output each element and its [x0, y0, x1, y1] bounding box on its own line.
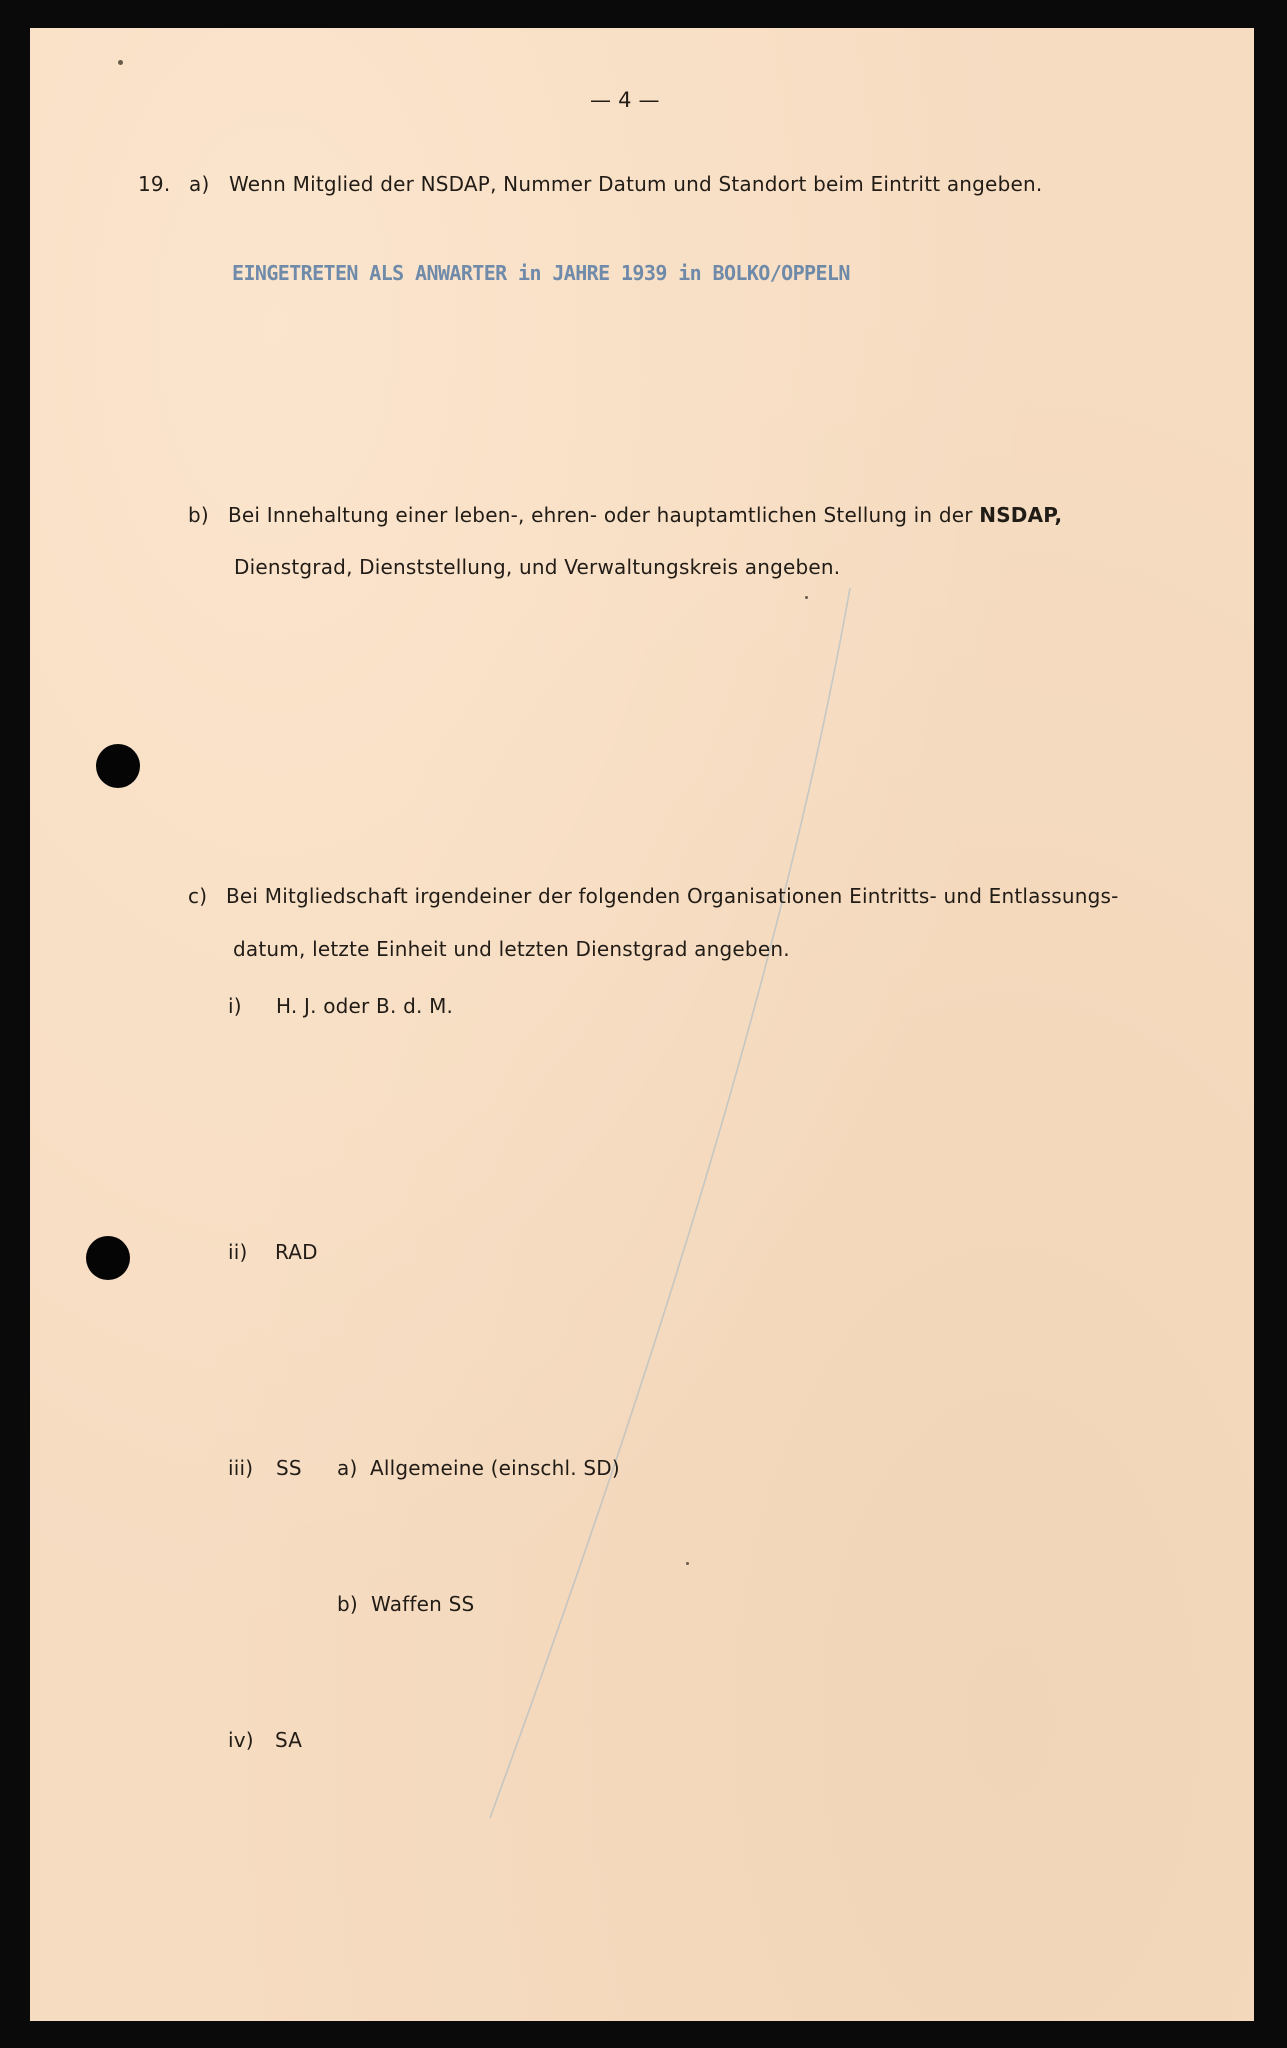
paper-speck — [118, 60, 123, 65]
item-ii-label: RAD — [275, 1240, 318, 1264]
question-c-line2: datum, letzte Einheit und letzten Dienstgrad angeben. — [233, 937, 790, 961]
binder-hole-upper — [96, 744, 140, 788]
question-c-marker: c) — [188, 884, 208, 908]
question-number: 19. — [138, 172, 171, 196]
item-ii-marker: ii) — [228, 1240, 248, 1264]
item-iv-marker: iv) — [228, 1728, 254, 1752]
item-iii-sub-b-marker: b) — [337, 1592, 358, 1616]
paper-speck — [686, 1562, 689, 1565]
item-iv-label: SA — [275, 1728, 303, 1752]
question-b-line1-emph: NSDAP, — [979, 503, 1063, 527]
item-iii-marker: iii) — [228, 1456, 254, 1480]
question-a-text: Wenn Mitglied der NSDAP, Nummer Datum und Standort beim Eintritt angeben. — [229, 172, 1043, 196]
question-b-line2: Dienstgrad, Dienststellung, und Verwaltungskreis angeben. — [234, 555, 841, 579]
question-a-typed-answer: EINGETRETEN ALS ANWARTER in JAHRE 1939 in BOLKO/OPPELN — [232, 261, 850, 285]
item-iii-sub-a-label: Allgemeine (einschl. SD) — [370, 1456, 620, 1480]
question-c-line1: Bei Mitgliedschaft irgendeiner der folgenden Organisationen Eintritts- und Entlassungs- — [226, 884, 1119, 908]
item-i-label: H. J. oder B. d. M. — [276, 994, 454, 1018]
document-page — [30, 28, 1254, 2021]
question-b-line1 — [228, 503, 1062, 527]
item-iii-sub-b-label: Waffen SS — [371, 1592, 475, 1616]
item-iii-label: SS — [276, 1456, 302, 1480]
question-a-marker: a) — [189, 172, 210, 196]
paper-speck — [805, 596, 808, 599]
page-number: — 4 — — [590, 88, 660, 112]
item-iii-sub-a-marker: a) — [337, 1456, 358, 1480]
question-b-marker: b) — [188, 503, 209, 527]
pencil-stroke-mark — [30, 28, 1254, 2021]
item-i-marker: i) — [228, 994, 242, 1018]
question-b-line1-text: Bei Innehaltung einer leben-, ehren- oder hauptamtlichen Stellung in der — [228, 503, 973, 527]
binder-hole-lower — [86, 1236, 130, 1280]
